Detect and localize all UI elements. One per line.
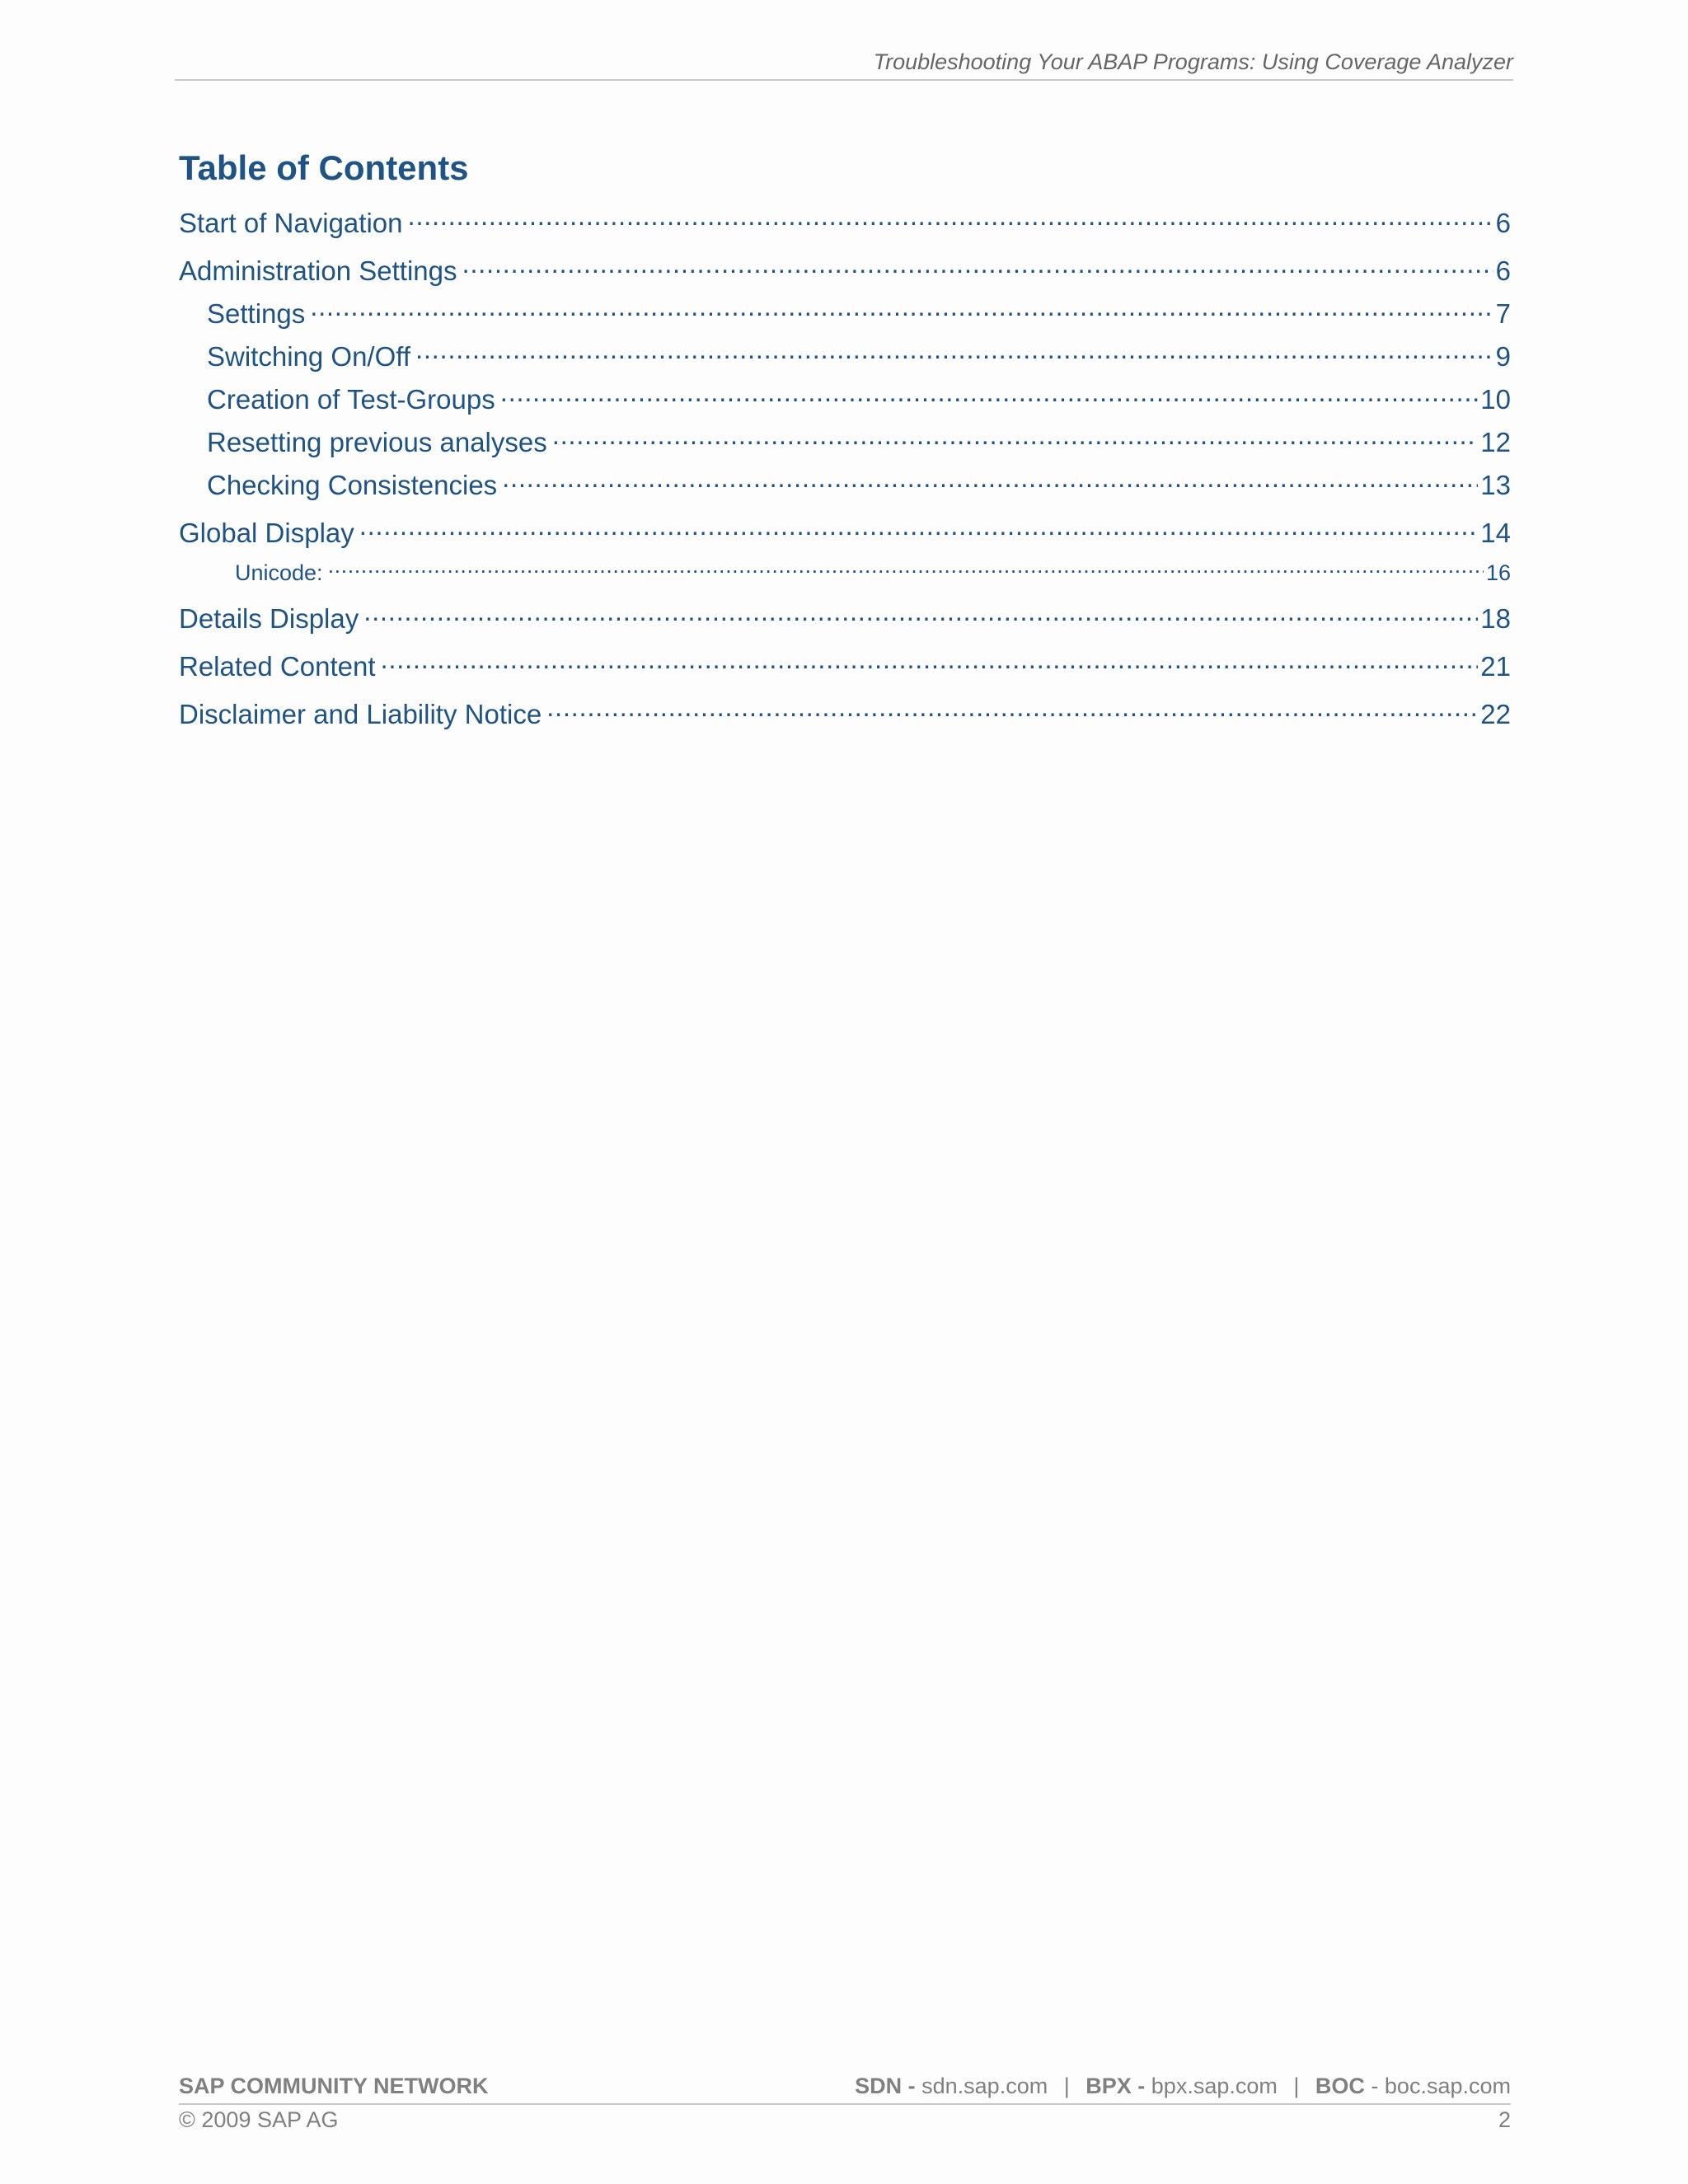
sdn-label: SDN -: [855, 2074, 916, 2098]
toc-entry[interactable]: [179, 422, 1511, 458]
toc-entry-title[interactable]: Resetting previous analyses: [207, 427, 547, 458]
toc-entry[interactable]: [179, 465, 1511, 501]
toc-entry-title[interactable]: Disclaimer and Liability Notice: [179, 699, 542, 730]
toc-dot-leader: [546, 694, 1478, 724]
toc-dot-leader: [381, 646, 1479, 676]
toc-heading: Table of Contents: [179, 148, 469, 187]
toc-entry-title[interactable]: Global Display: [179, 518, 354, 549]
toc-dot-leader: [500, 379, 1479, 409]
toc-dot-leader: [328, 555, 1484, 580]
copyright: © 2009 SAP AG: [179, 2107, 339, 2132]
toc-entry[interactable]: [179, 598, 1511, 635]
toc-entry-title[interactable]: Creation of Test-Groups: [207, 384, 495, 415]
bpx-label: BPX -: [1085, 2074, 1146, 2098]
toc-entry[interactable]: [179, 646, 1511, 682]
toc-dot-leader: [310, 293, 1493, 323]
toc-entry-page[interactable]: 14: [1480, 518, 1511, 549]
toc-entry-page[interactable]: 13: [1480, 470, 1511, 501]
toc-entry-title[interactable]: Switching On/Off: [207, 341, 411, 373]
page-header: [175, 46, 1513, 81]
page-footer: [179, 2074, 1511, 2137]
toc-entry-title[interactable]: Unicode:: [235, 560, 323, 585]
toc-entry-page[interactable]: 21: [1480, 651, 1511, 682]
toc-entry[interactable]: [179, 251, 1511, 287]
toc-entry[interactable]: [179, 336, 1511, 373]
toc-dot-leader: [359, 513, 1479, 542]
toc-entry-title[interactable]: Settings: [207, 298, 306, 330]
toc-entry-title[interactable]: Related Content: [179, 651, 376, 682]
bpx-link[interactable]: bpx.sap.com: [1151, 2074, 1278, 2098]
page-number: 2: [1498, 2107, 1511, 2132]
toc-entry[interactable]: [179, 203, 1511, 239]
toc-entry-page[interactable]: 16: [1485, 560, 1511, 585]
toc-entry-page[interactable]: 6: [1495, 208, 1511, 239]
toc-dot-leader: [552, 422, 1479, 452]
toc-dot-leader: [502, 465, 1478, 494]
toc-entry[interactable]: [179, 555, 1511, 586]
footer-separator: |: [1063, 2074, 1070, 2098]
toc-dot-leader: [407, 203, 1493, 232]
footer-top-row: [179, 2074, 1511, 2105]
toc-entry-page[interactable]: 12: [1480, 427, 1511, 458]
toc-entry-title[interactable]: Administration Settings: [179, 255, 457, 287]
toc-entry[interactable]: [179, 513, 1511, 549]
toc-entry[interactable]: [179, 293, 1511, 330]
footer-separator: |: [1293, 2074, 1300, 2098]
toc-entry[interactable]: [179, 694, 1511, 730]
boc-label: BOC: [1315, 2074, 1365, 2098]
toc-dot-leader: [462, 251, 1493, 280]
toc-entry-page[interactable]: 10: [1480, 384, 1511, 415]
sdn-link[interactable]: sdn.sap.com: [921, 2074, 1048, 2098]
boc-link[interactable]: - boc.sap.com: [1371, 2074, 1511, 2098]
toc-entry-title[interactable]: Checking Consistencies: [207, 470, 498, 501]
community-network-label: SAP COMMUNITY NETWORK: [179, 2074, 489, 2098]
toc-entry-title[interactable]: Details Display: [179, 603, 359, 635]
toc-entry-page[interactable]: 18: [1480, 603, 1511, 635]
toc-entry-page[interactable]: 7: [1495, 298, 1511, 330]
toc-entry-page[interactable]: 6: [1495, 255, 1511, 287]
toc-entry-title[interactable]: Start of Navigation: [179, 208, 403, 239]
toc-entry-page[interactable]: 9: [1495, 341, 1511, 373]
footer-links: [855, 2074, 1511, 2099]
toc-dot-leader: [415, 336, 1493, 366]
toc-entry[interactable]: [179, 379, 1511, 415]
toc-dot-leader: [363, 598, 1478, 628]
document-title: Troubleshooting Your ABAP Programs: Using Coverage Analyzer: [873, 49, 1513, 74]
footer-bottom-row: [179, 2107, 1511, 2137]
toc-entry-page[interactable]: 22: [1480, 699, 1511, 730]
